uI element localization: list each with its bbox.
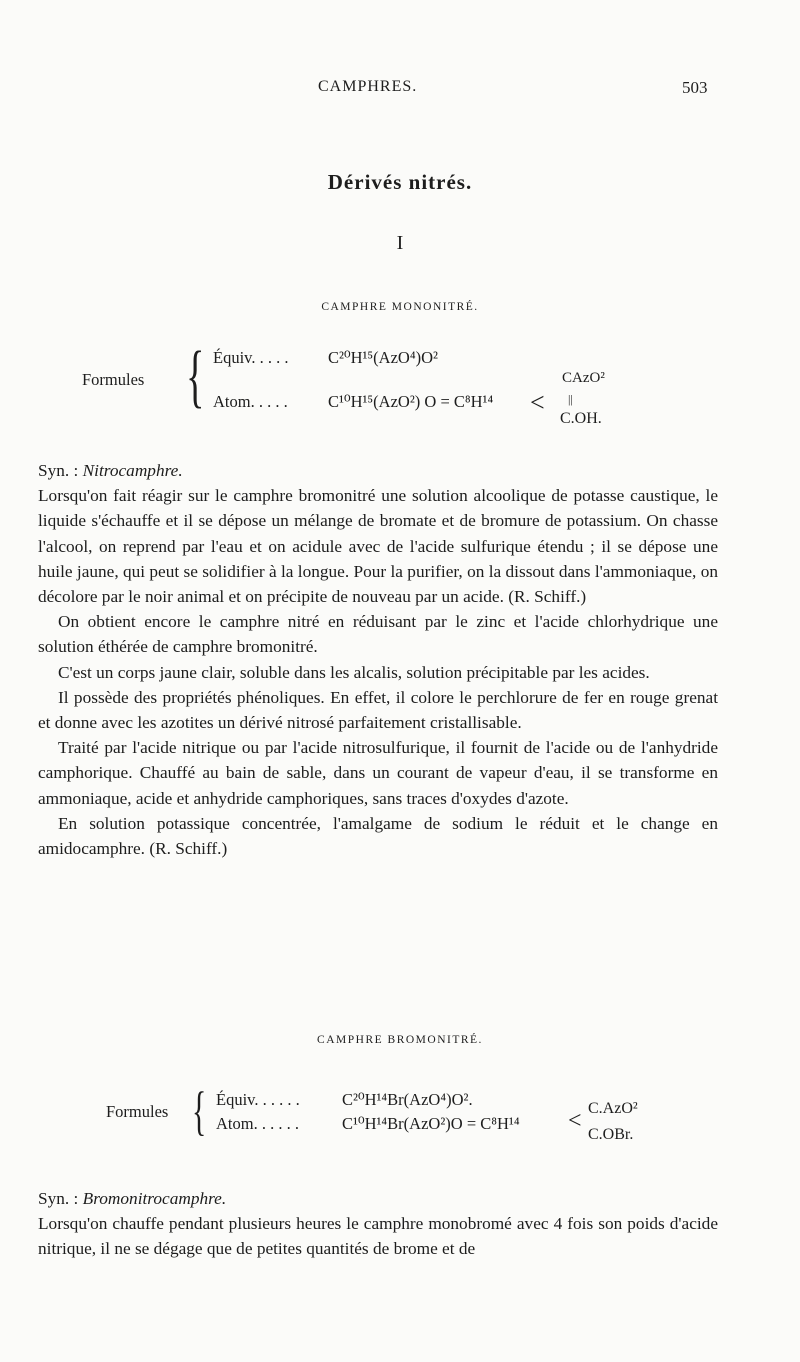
- running-header: [0, 78, 800, 102]
- atom-branch-mid: ||: [568, 392, 573, 406]
- page-number: 503: [682, 78, 708, 97]
- compound-heading: CAMPHRE MONONITRÉ.: [321, 301, 479, 313]
- running-title: CAMPHRES.: [318, 78, 418, 95]
- atom-formula: C¹⁰H¹⁵(AzO²) O = C⁸H¹⁴: [328, 392, 494, 411]
- section-numeral: I: [396, 232, 404, 254]
- compound2-text: [38, 1186, 718, 1262]
- branch-icon: <: [530, 388, 545, 417]
- syn-label: Syn. :: [38, 461, 83, 480]
- paragraph: En solution potassique concentrée, l'amalgame de sodium le réduit et le change en amidocamphre. (R. Schiff.): [38, 813, 718, 859]
- atom-label: Atom. . . . . .: [216, 1114, 299, 1133]
- atom-formula: C¹⁰H¹⁴Br(AzO²)O = C⁸H¹⁴: [342, 1114, 520, 1133]
- syn-name: Nitrocamphre.: [82, 461, 183, 480]
- formulas-label: Formules: [82, 370, 145, 389]
- atom-branch-bottom: C.OH.: [560, 410, 602, 427]
- equiv-label: Équiv. . . . .: [213, 348, 289, 367]
- atom-branch-bottom: C.OBr.: [588, 1126, 634, 1143]
- brace-icon: {: [192, 1081, 207, 1141]
- paragraph: C'est un corps jaune clair, soluble dans les alcalis, solution précipitable par les acides.: [58, 662, 650, 682]
- branch-icon: <: [568, 1108, 582, 1134]
- synonym-line: [38, 458, 718, 483]
- atom-branch-top: CAzO²: [562, 370, 605, 386]
- paragraph: Lorsqu'on chauffe pendant plusieurs heures le camphre monobromé avec 4 fois son poids d'acide nitrique, il ne se dégage que de petites quantités de brome et de: [38, 1214, 718, 1259]
- paragraph: Il possède des propriétés phénoliques. En effet, il colore le perchlorure de fer en rouge grenat et donne avec les azotites un dérivé nitrosé parfaitement cristallisable.: [38, 687, 718, 733]
- equiv-formula: C²⁰H¹⁴Br(AzO⁴)O².: [342, 1090, 473, 1109]
- formulas-label: Formules: [106, 1102, 169, 1121]
- synonym-line: [38, 1186, 718, 1211]
- equiv-label: Équiv. . . . . .: [216, 1090, 300, 1109]
- formula-block: [0, 1081, 800, 1156]
- paragraph: On obtient encore le camphre nitré en réduisant par le zinc et l'acide chlorhydrique une solution éthérée de camphre bromonitré.: [38, 612, 718, 657]
- section-heading: Dérivés nitrés.: [327, 170, 473, 194]
- atom-label: Atom. . . . .: [213, 392, 288, 411]
- compound1-text: [38, 458, 718, 861]
- syn-label: Syn. :: [38, 1189, 83, 1208]
- formula-block: [0, 340, 800, 430]
- atom-branch-top: C.AzO²: [588, 1100, 638, 1117]
- compound-heading: CAMPHRE BROMONITRÉ.: [317, 1034, 483, 1046]
- brace-icon: {: [186, 338, 205, 415]
- equiv-formula: C²⁰H¹⁵(AzO⁴)O²: [328, 348, 438, 367]
- paragraph: Lorsqu'on fait réagir sur le camphre bromonitré une solution alcoolique de potasse caustique, le liquide s'échauffe et il se dépose un mélange de bromate et de bromure de potassium. On chasse l'alcool, on reprend par l'eau et on acidule avec de l'acide sulfurique étendu ; il se dépose une huile jaune, qui peut se solidifier à la longue. Pour la purifier, on la dissout dans l'ammoniaque, on décolore par le noir animal et on précipite de nouveau par un acide. (R. Schiff.): [38, 486, 718, 607]
- paragraph: Traité par l'acide nitrique ou par l'acide nitrosulfurique, il fournit de l'acide ou de l'anhydride camphorique. Chauffé au bain de sable, dans un courant de vapeur d'eau, il se transforme en ammoniaque, acide et anhydride camphoriques, sans traces d'oxydes d'azote.: [38, 738, 718, 808]
- syn-name: Bromonitrocamphre.: [82, 1189, 227, 1208]
